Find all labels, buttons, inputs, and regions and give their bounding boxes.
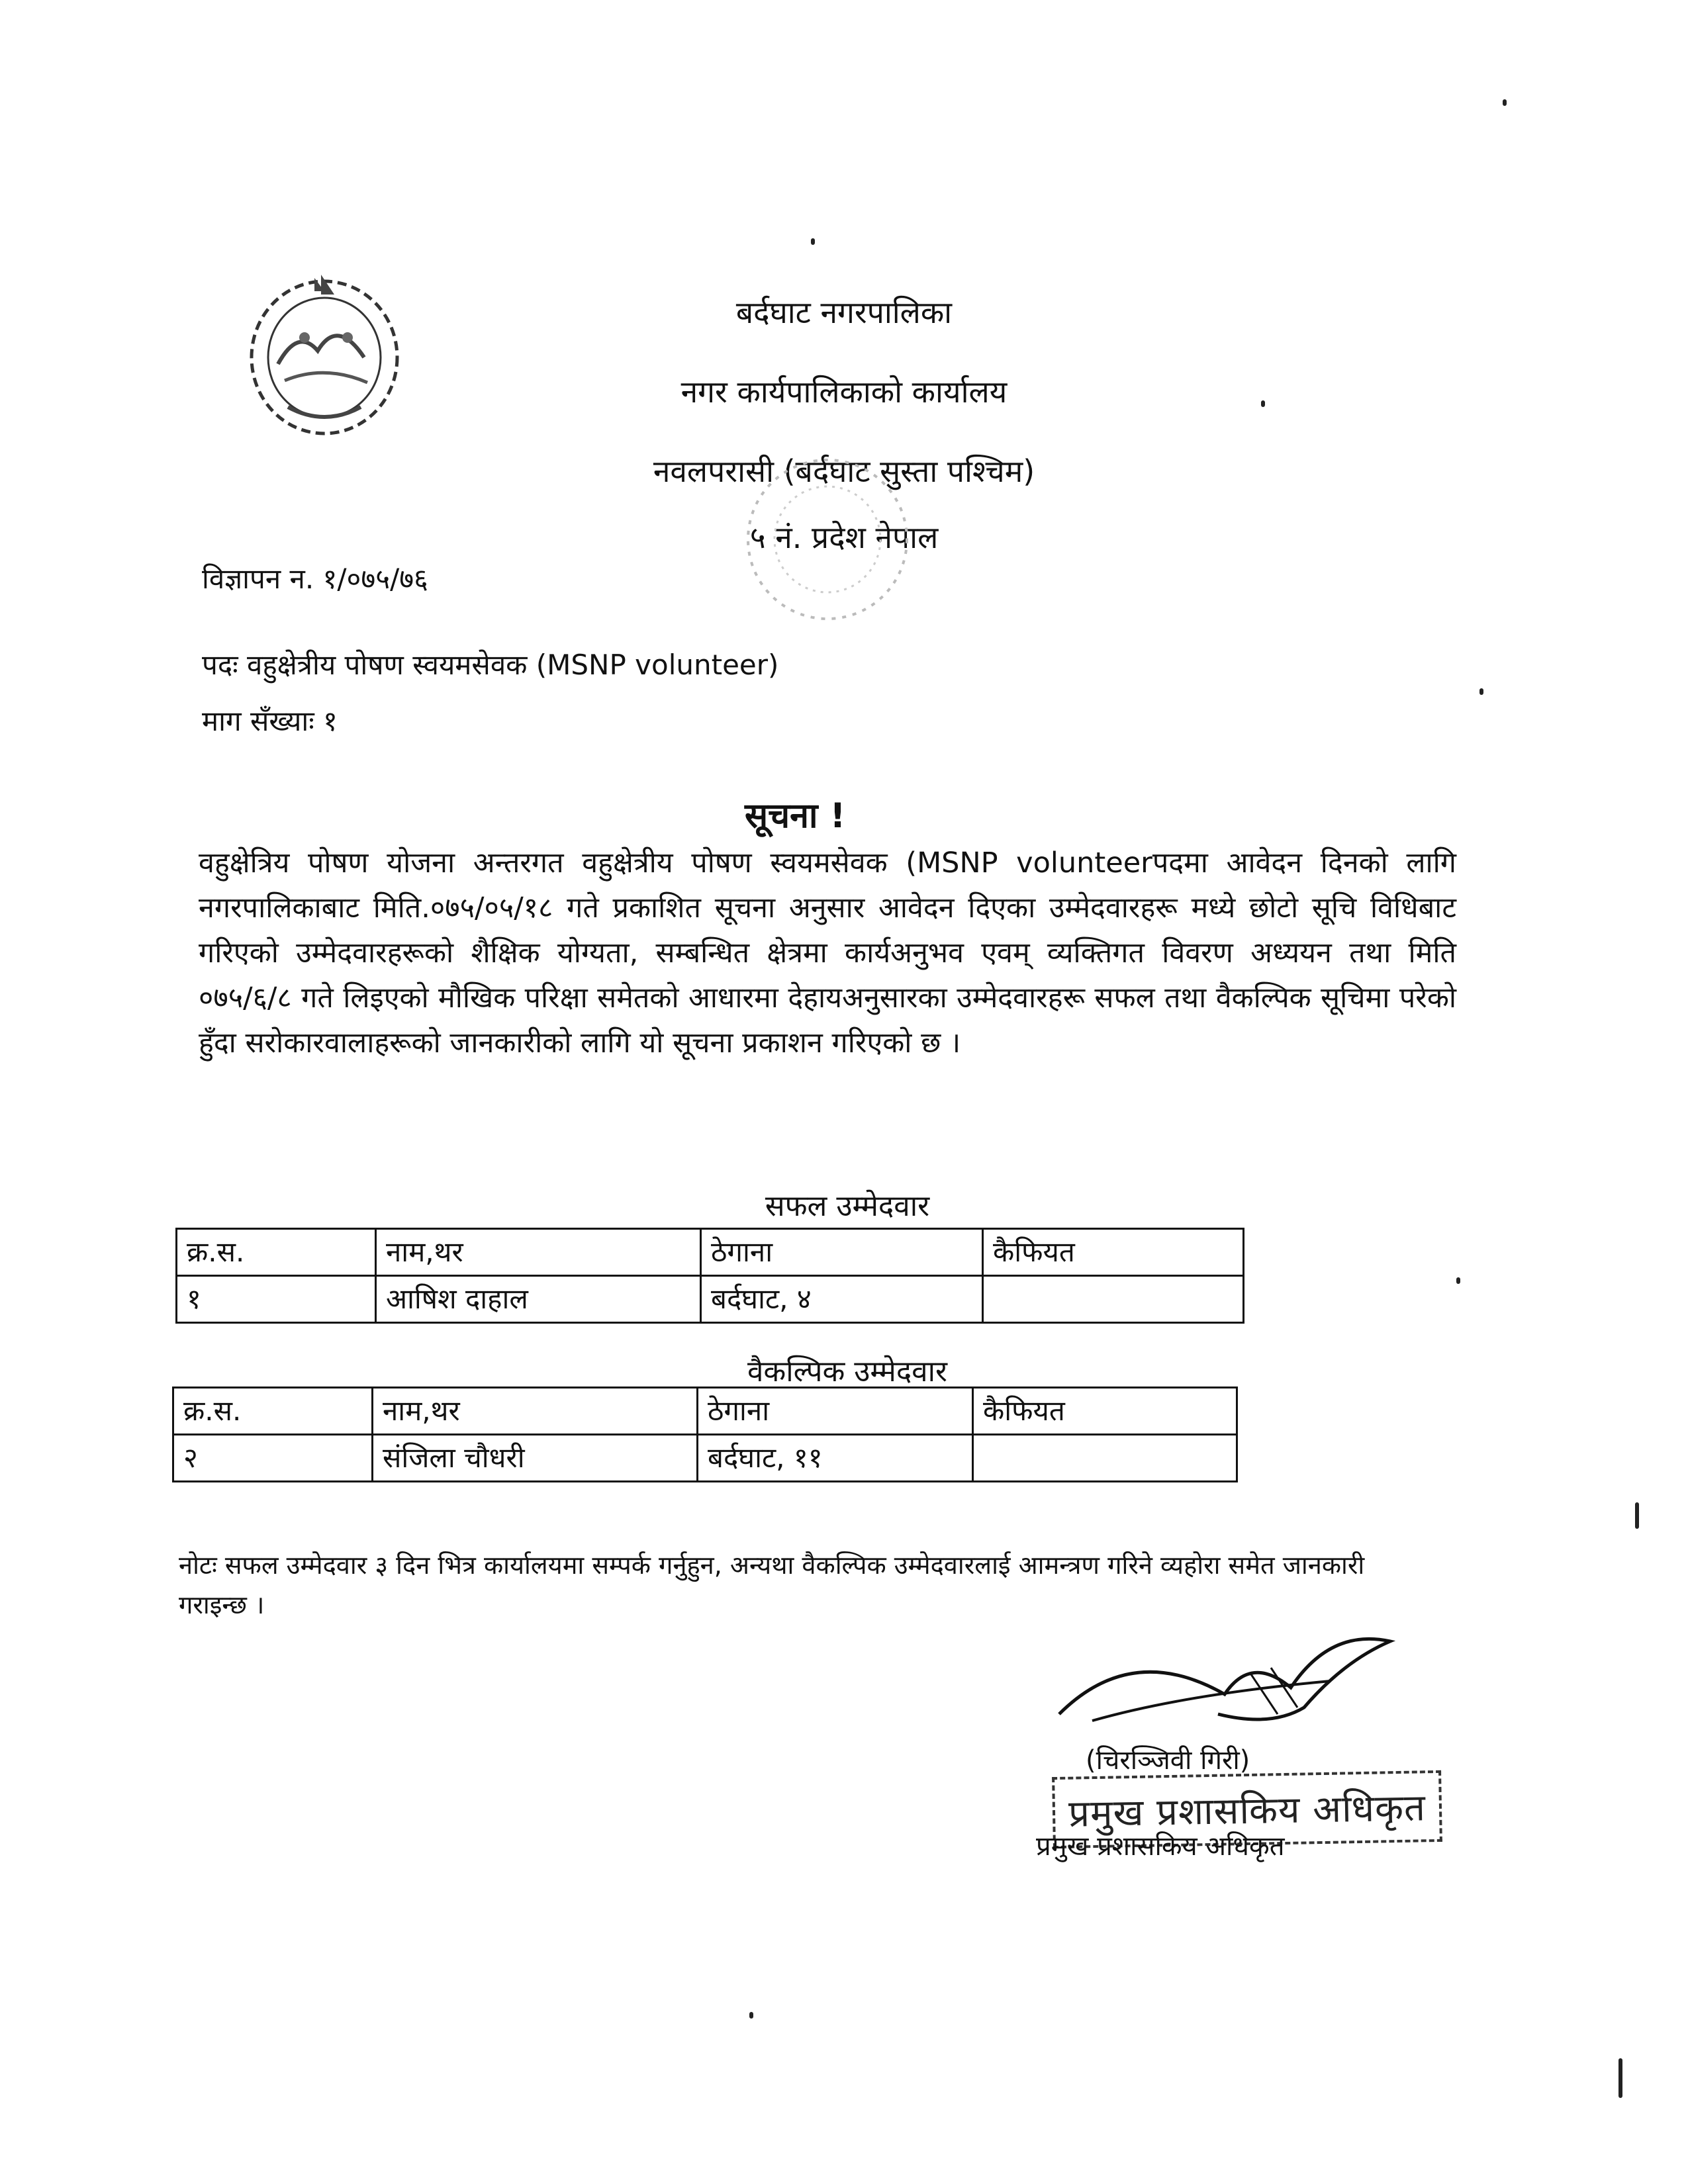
scan-speck <box>1635 1502 1639 1529</box>
office-seal-icon <box>735 450 920 629</box>
cell-name: आषिश दाहाल <box>376 1276 701 1323</box>
demand-count: माग सँख्याः १ <box>202 705 338 737</box>
col-address: ठेगाना <box>701 1229 983 1276</box>
scan-speck <box>1618 2058 1622 2098</box>
office-province: ५ नं. प्रदेश नेपाल <box>749 520 939 555</box>
cell-address: बर्दघाट, ११ <box>698 1435 973 1482</box>
cell-remarks <box>973 1435 1237 1482</box>
designation-stamp: प्रमुख प्रशासकिय अधिकृत <box>1052 1770 1442 1848</box>
scan-speck <box>749 2012 753 2019</box>
cell-serial: १ <box>177 1276 376 1323</box>
office-name: बर्दघाट नगरपालिका <box>735 295 953 330</box>
col-address: ठेगाना <box>698 1388 973 1435</box>
col-name: नाम,थर <box>373 1388 698 1435</box>
scan-speck <box>1479 688 1483 695</box>
col-name: नाम,थर <box>376 1229 701 1276</box>
col-serial: क्र.स. <box>177 1229 376 1276</box>
table-row <box>177 1276 1244 1323</box>
scan-speck <box>1503 99 1507 106</box>
table-header-row <box>177 1229 1244 1276</box>
notice-body: वहुक्षेत्रिय पोषण योजना अन्तरगत वहुक्षेत्रीय पोषण स्वयमसेवक (MSNP volunteerपदमा आवेदन दिनको लागि नगरपालिकाबाट मिति.०७५/०५/१८ गते प्रकाशित सूचना अनुसार आवेदन दिएका उम्मेदवारहरू मध्ये छोटो सूचि विधिबाट गरिएको उम्मेदवारहरूको शैक्षिक योग्यता, सम्बन्धित क्षेत्रमा कार्यअनुभव एवम् व्यक्तिगत विवरण अध्ययन तथा मिति ०७५/६/८ गते लिइएको मौखिक परिक्षा समेतको आधारमा देहायअनुसारका उम्मेदवारहरू सफल तथा वैकल्पिक सूचिमा परेको हुँदा सरोकारवालाहरूको जानकारीको लागि यो सूचना प्रकाशन गरिएको छ । <box>199 846 1456 1060</box>
signatory-designation: प्रमुख प्रशासकिय अधिकृत <box>1036 1831 1285 1862</box>
successful-title: सफल उम्मेदवार <box>765 1189 930 1223</box>
scan-speck <box>1261 400 1265 407</box>
office-location: नवलपरासी (बर्दघाट सुस्ता पश्चिम) <box>653 453 1035 489</box>
successful-table <box>175 1228 1244 1324</box>
office-division: नगर कार्यपालिकाको कार्यालय <box>680 374 1008 410</box>
footnote: नोटः सफल उम्मेदवार ३ दिन भित्र कार्यालयमा सम्पर्क गर्नुहुन, अन्यथा वैकल्पिक उम्मेदवारलाई आमन्त्रण गरिने व्यहोरा समेत जानकारी गराइन्छ । <box>179 1551 1365 1619</box>
cell-name: संजिला चौधरी <box>373 1435 698 1482</box>
post-title: पदः वहुक्षेत्रीय पोषण स्वयमसेवक (MSNP volunteer) <box>202 649 779 681</box>
advertisement-number: विज्ञापन न. १/०७५/७६ <box>202 563 428 595</box>
cell-remarks <box>983 1276 1244 1323</box>
table-row <box>173 1435 1237 1482</box>
notice-title: सूचना ! <box>745 796 846 836</box>
scan-speck <box>811 238 815 245</box>
col-serial: क्र.स. <box>173 1388 373 1435</box>
table-header-row <box>173 1388 1237 1435</box>
scan-speck <box>1456 1277 1460 1284</box>
signature-icon <box>1053 1615 1397 1747</box>
alternate-title: वैकल्पिक उम्मेदवार <box>747 1355 948 1388</box>
alternate-table <box>172 1387 1238 1482</box>
signatory-name: (चिरञ्जिवी गिरी) <box>1086 1745 1250 1776</box>
col-remarks: कैफियत <box>983 1229 1244 1276</box>
cell-address: बर्दघाट, ४ <box>701 1276 983 1323</box>
cell-serial: २ <box>173 1435 373 1482</box>
col-remarks: कैफियत <box>973 1388 1237 1435</box>
nepal-emblem-icon <box>238 265 410 443</box>
